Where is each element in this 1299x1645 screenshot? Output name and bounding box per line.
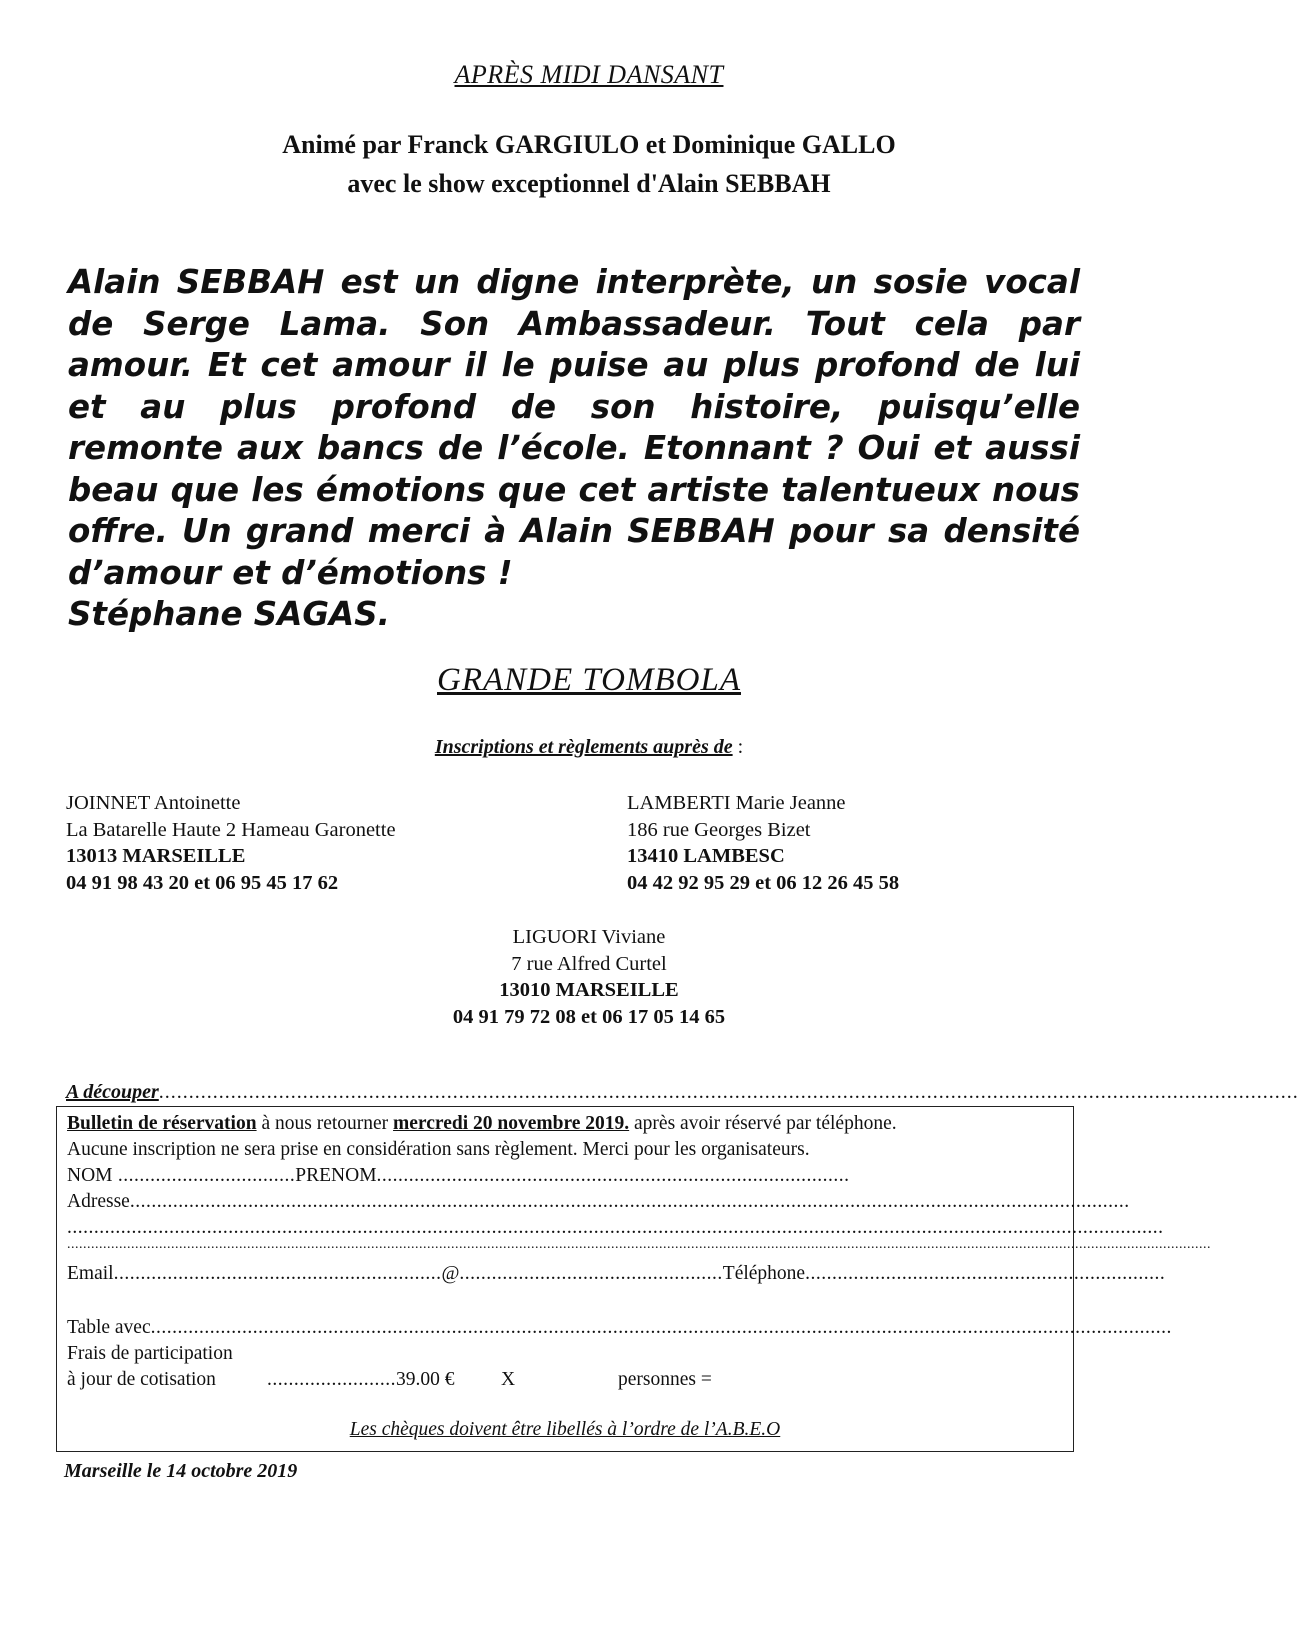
- nom-dots: .................................: [112, 1165, 296, 1186]
- adresse-label: Adresse: [67, 1191, 130, 1212]
- cheque-note: Les chèques doivent être libellés à l’ordre de l’A.B.E.O: [349, 1419, 781, 1440]
- contact-last-name: JOINNET: [66, 792, 150, 814]
- address-continuation-line[interactable]: [67, 1217, 1164, 1239]
- frais-label: Frais de participation: [67, 1343, 233, 1364]
- tombola-title: GRANDE TOMBOLA: [437, 662, 741, 698]
- cut-label: A découper: [66, 1081, 159, 1103]
- contact-name: [0, 924, 1178, 951]
- table-label: Table avec: [67, 1317, 151, 1338]
- bulletin-label: Bulletin de réservation: [67, 1113, 257, 1134]
- reservation-form: [56, 1106, 1211, 1452]
- contact-phones: 04 91 79 72 08 et 06 17 05 14 65: [452, 1005, 726, 1028]
- bio-text: Alain SEBBAH est un digne interprète, un sosie vocal de Serge Lama. Son Ambassadeur. Tout cela par amour. Et cet amour il le puise au plus profond de lui et au plus profond de son histoire, puisqu’elle remonte aux bancs de l’école. Etonnant ? Oui et aussi beau que les émotions que cet artiste talentueux nous offre. Un grand merci à Alain SEBBAH pour sa densité d’amour et d’émotions !: [68, 263, 1080, 592]
- member-times: X: [501, 1369, 516, 1390]
- contact-city: 13010 MARSEILLE: [499, 979, 679, 1001]
- member-label: à jour de cotisation: [67, 1369, 216, 1390]
- cheque-note-line: [57, 1419, 1073, 1441]
- nom-label: NOM: [67, 1165, 113, 1186]
- contact-address: La Batarelle Haute 2 Hameau Garonette: [66, 818, 396, 841]
- contact-last-name: LAMBERTI: [627, 792, 731, 814]
- member-price-dots: ........................: [267, 1369, 396, 1390]
- page-title: APRÈS MIDI DANSANT: [454, 60, 724, 89]
- email-phone-field-line[interactable]: [67, 1263, 1166, 1285]
- contact-phones: 04 42 92 95 29 et 06 12 26 45 58: [627, 871, 900, 894]
- contact-phones: 04 91 98 43 20 et 06 95 45 17 62: [66, 871, 339, 894]
- contact-first-name: Antoinette: [149, 792, 241, 814]
- address-continuation-line[interactable]: [67, 1237, 1211, 1253]
- show-line: avec le show exceptionnel d'Alain SEBBAH: [347, 169, 831, 198]
- telephone-dots: ...................................................................: [805, 1263, 1166, 1284]
- contact-name: [627, 790, 899, 817]
- return-text: à nous retourner: [256, 1113, 394, 1134]
- contact-address: 186 rue Georges Bizet: [627, 818, 811, 841]
- inscriptions-label: Inscriptions et règlements auprès de: [434, 736, 733, 758]
- inscriptions-heading: [0, 736, 1178, 759]
- prenom-label: PRENOM: [295, 1165, 377, 1186]
- inscriptions-colon: :: [732, 736, 744, 758]
- table-field-line[interactable]: [67, 1317, 1172, 1339]
- cut-line: [66, 1081, 1299, 1104]
- table-dots: ..............................................................................................................................................................................................: [150, 1317, 1172, 1338]
- bio-paragraph: [68, 262, 1080, 636]
- contact-address: 7 rue Alfred Curtel: [511, 952, 667, 975]
- bio-signature: Stéphane SAGAS.: [68, 595, 390, 633]
- cut-dots: ..............................................................................................................................................................................................: [158, 1081, 1299, 1103]
- contact-card: [0, 924, 1178, 1030]
- member-price-line: [67, 1369, 1067, 1391]
- contact-card: [627, 790, 899, 896]
- prenom-dots: ........................................................................................: [376, 1165, 850, 1186]
- email-domain-dots: .................................................: [459, 1263, 723, 1284]
- member-price-group: [267, 1369, 455, 1391]
- contact-last-name: LIGUORI: [512, 926, 597, 948]
- footer-date: Marseille le 14 octobre 2019: [64, 1460, 298, 1482]
- email-dots: .............................................................: [113, 1263, 442, 1284]
- email-label: Email: [67, 1263, 114, 1284]
- name-field-line[interactable]: [67, 1165, 1067, 1187]
- adresse-dots: ..........................................................................................................................................................................................: [129, 1191, 1130, 1212]
- contact-card: [66, 790, 396, 896]
- form-notice: Aucune inscription ne sera prise en considération sans règlement. Merci pour les organisateurs.: [67, 1139, 810, 1160]
- at-sign: @: [441, 1263, 460, 1284]
- contact-first-name: Marie Jeanne: [730, 792, 846, 814]
- member-price: 39.00 €: [396, 1369, 455, 1390]
- animated-by-line: Animé par Franck GARGIULO et Dominique GALLO: [282, 130, 896, 159]
- return-date: mercredi 20 novembre 2019.: [393, 1113, 630, 1134]
- address-field-line[interactable]: [67, 1191, 1130, 1213]
- contact-first-name: Viviane: [596, 926, 666, 948]
- form-intro-line: [67, 1113, 1067, 1135]
- contact-city: 13013 MARSEILLE: [66, 845, 246, 867]
- after-text: après avoir réservé par téléphone.: [629, 1113, 897, 1134]
- contact-city: 13410 LAMBESC: [627, 845, 785, 867]
- member-persons: personnes =: [618, 1369, 712, 1390]
- telephone-label: Téléphone: [722, 1263, 806, 1284]
- contact-name: [66, 790, 396, 817]
- address-dots-2: ............................................................................................................................................................................................................: [67, 1217, 1164, 1238]
- address-dots-3: ..............................................................................................................................................................................................................................................................................................: [67, 1237, 1211, 1252]
